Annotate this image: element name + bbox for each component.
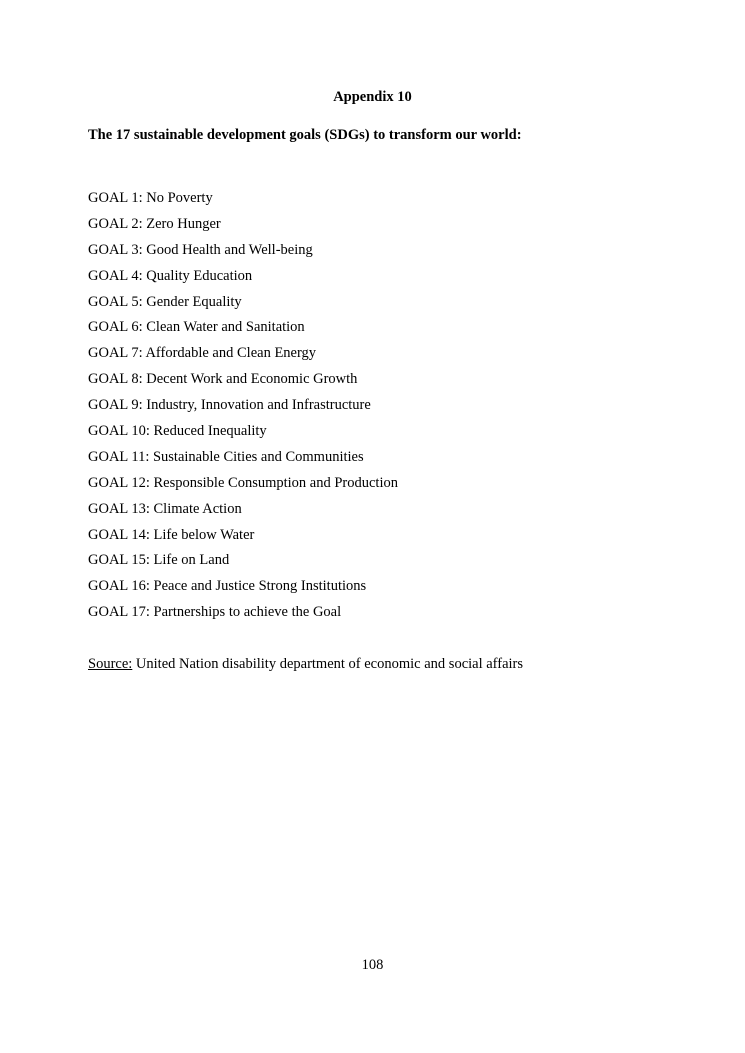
goal-item: GOAL 17: Partnerships to achieve the Goal — [88, 604, 342, 621]
source-text: United Nation disability department of economic and social affairs — [132, 656, 524, 672]
goal-item: GOAL 7: Affordable and Clean Energy — [88, 345, 317, 362]
goal-item: GOAL 5: Gender Equality — [88, 293, 242, 310]
goal-item: GOAL 15: Life on Land — [88, 552, 230, 569]
source-line — [88, 656, 523, 673]
appendix-heading: Appendix 10 — [333, 89, 412, 105]
goal-item: GOAL 13: Climate Action — [88, 500, 242, 517]
goal-item: GOAL 11: Sustainable Cities and Communities — [88, 448, 364, 465]
goal-item: GOAL 14: Life below Water — [88, 526, 255, 543]
goal-item: GOAL 10: Reduced Inequality — [88, 423, 267, 440]
goal-item: GOAL 4: Quality Education — [88, 267, 253, 284]
goal-item: GOAL 9: Industry, Innovation and Infrastructure — [88, 397, 371, 414]
goal-item: GOAL 12: Responsible Consumption and Production — [88, 474, 398, 491]
goal-item: GOAL 8: Decent Work and Economic Growth — [88, 371, 358, 388]
document-subtitle: The 17 sustainable development goals (SDGs) to transform our world: — [88, 127, 522, 143]
goal-list — [88, 190, 398, 630]
goal-item: GOAL 2: Zero Hunger — [88, 215, 221, 232]
goal-item: GOAL 16: Peace and Justice Strong Institutions — [88, 578, 367, 595]
goal-item: GOAL 6: Clean Water and Sanitation — [88, 319, 305, 336]
goal-item: GOAL 3: Good Health and Well-being — [88, 241, 313, 258]
goal-item: GOAL 1: No Poverty — [88, 190, 213, 206]
source-label: Source: — [88, 656, 133, 672]
page-number: 108 — [361, 957, 384, 973]
